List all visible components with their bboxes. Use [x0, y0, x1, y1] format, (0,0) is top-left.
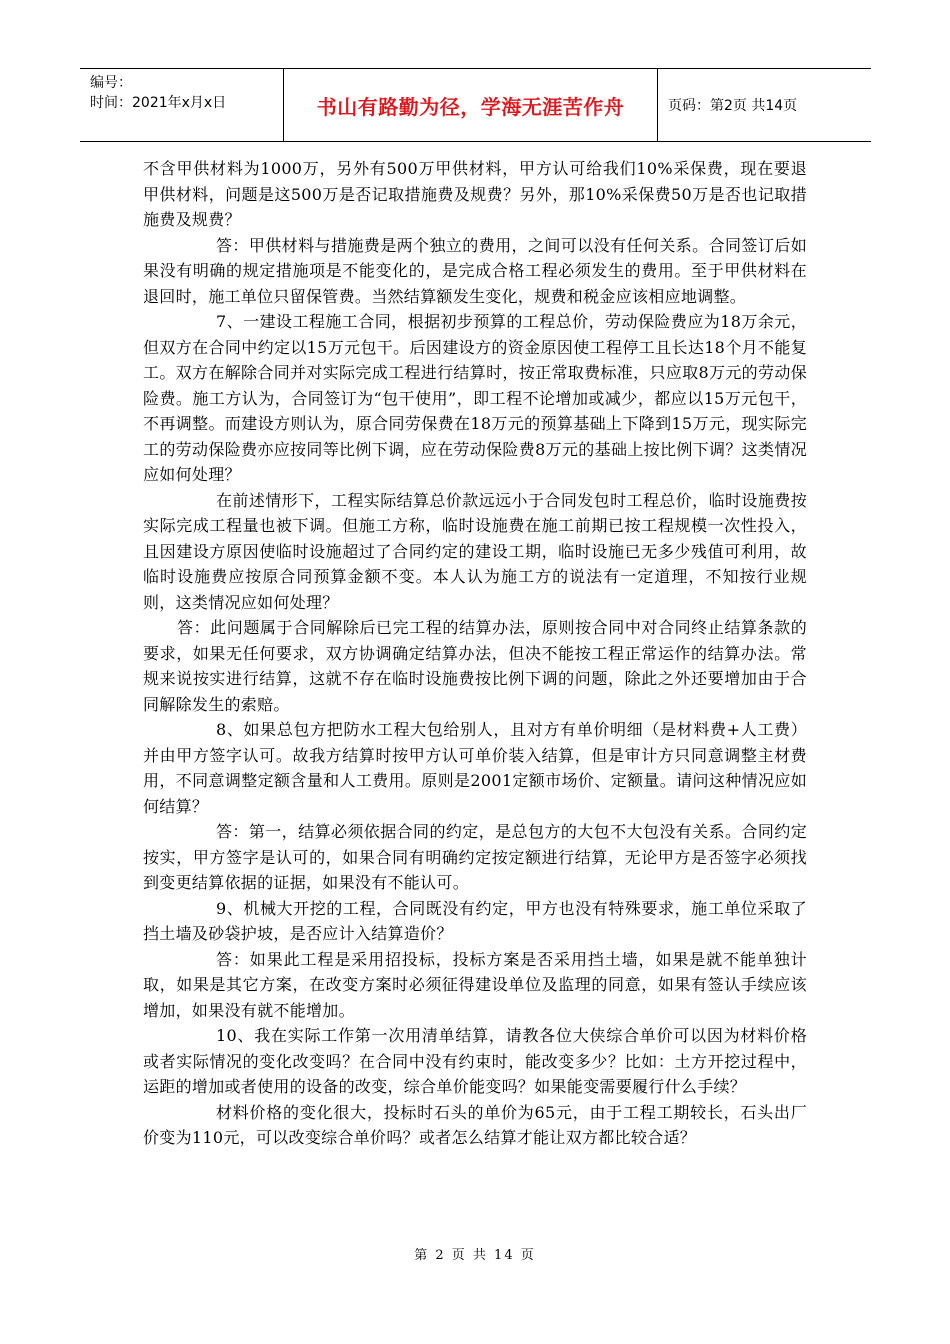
paragraph: 材料价格的变化很大，投标时石头的单价为65元，由于工程工期较长，石头出厂价变为110元，可以改变综合单价吗？或者怎么结算才能让双方都比较合适？ [143, 1102, 807, 1147]
header-meta [80, 69, 284, 141]
paragraph: 答：此问题属于合同解除后已完工程的结算办法，原则按合同中对合同终止结算条款的要求，如果无任何要求，双方协调确定结算办法，但决不能按工程正常运作的结算办法。常规来说按实进行结算，这就不存在临时设施费按比例下调的问题，除此之外还要增加由于合同解除发生的索赔。 [143, 618, 807, 714]
paragraph: 10、我在实际工作第一次用清单结算，请教各位大侠综合单价可以因为材料价格或者实际情况的变化改变吗？在合同中没有约束时，能改变多少？比如：土方开挖过程中，运距的增加或者使用的设备的改变，综合单价能变吗？如果能变需要履行什么手续？ [143, 1026, 807, 1096]
header-page-info: 页码：第2页 共14页 [668, 98, 798, 114]
page-footer: 第 2 页 共 14 页 [414, 1248, 536, 1263]
paragraph: 在前述情形下，工程实际结算总价款远远小于合同发包时工程总价，临时设施费按实际完成工程量也被下调。但施工方称，临时设施费在施工前期已按工程规模一次性投入，且因建设方原因使临时设施超过了合同约定的建设工期，临时设施已无多少残值可利用，故临时设施费应按原合同预算金额不变。本人认为施工方的说法有一定道理，不知按行业规则，这类情况应如何处理？ [143, 490, 807, 612]
page-header [80, 68, 871, 142]
paragraph: 不含甲供材料为1000万，另外有500万甲供材料，甲方认可给我们10%采保费，现在要退甲供材料，问题是这500万是否记取措施费及规费？另外，那10%采保费50万是否也记取措施费及规费？ [143, 159, 807, 229]
header-motto: 书山有路勤为径，学海无涯苦作舟 [284, 69, 658, 141]
document-time-label: 时间：2021年x月x日 [90, 95, 227, 111]
paragraph: 答：第一，结算必须依据合同的约定，是总包方的大包不大包没有关系。合同约定按实，甲方签字是认可的，如果合同有明确约定按定额进行结算，无论甲方是否签字必须找到变更结算依据的证据，如果没有不能认可。 [143, 822, 807, 892]
paragraph: 7、一建设工程施工合同，根据初步预算的工程总价，劳动保险费应为18万余元，但双方在合同中约定以15万元包干。后因建设方的资金原因使工程停工且长达18个月不能复工。双方在解除合同并对实际完成工程进行结算时，按正常取费标准，只应取8万元的劳动保险费。施工方认为，合同签订为“包干使用”，即工程不论增加或减少，都应以15万元包干，不再调整。而建设方则认为，原合同劳保费在18万元的预算基础上下降到15万元，现实际完工的劳动保险费亦应按同等比例下调，应在劳动保险费8万元的基础上按比例下调？这类情况应如何处理？ [143, 312, 807, 484]
paragraph: 9、机械大开挖的工程，合同既没有约定，甲方也没有特殊要求，施工单位采取了挡土墙及砂袋护坡，是否应计入结算造价？ [143, 898, 807, 943]
paragraph: 答：甲供材料与措施费是两个独立的费用，之间可以没有任何关系。合同签订后如果没有明确的规定措施项是不能变化的，是完成合格工程必须发生的费用。至于甲供材料在退回时，施工单位只留保管费。当然结算额发生变化，规费和税金应该相应地调整。 [143, 235, 807, 306]
paragraph: 答：如果此工程是采用招投标，投标方案是否采用挡土墙，如果是就不能单独计取，如果是其它方案，在改变方案时必须征得建设单位及监理的同意，如果有签认手续应该增加，如果没有就不能增加。 [143, 949, 807, 1020]
document-number-label: 编号： [90, 75, 132, 91]
document-body [143, 156, 807, 1151]
paragraph: 8、如果总包方把防水工程大包给别人，且对方有单价明细（是材料费+人工费）并由甲方签字认可。故我方结算时按甲方认可单价装入结算，但是审计方只同意调整主材费用，不同意调整定额含量和人工费用。原则是2001定额市场价、定额量。请问这种情况应如何结算？ [143, 720, 807, 816]
